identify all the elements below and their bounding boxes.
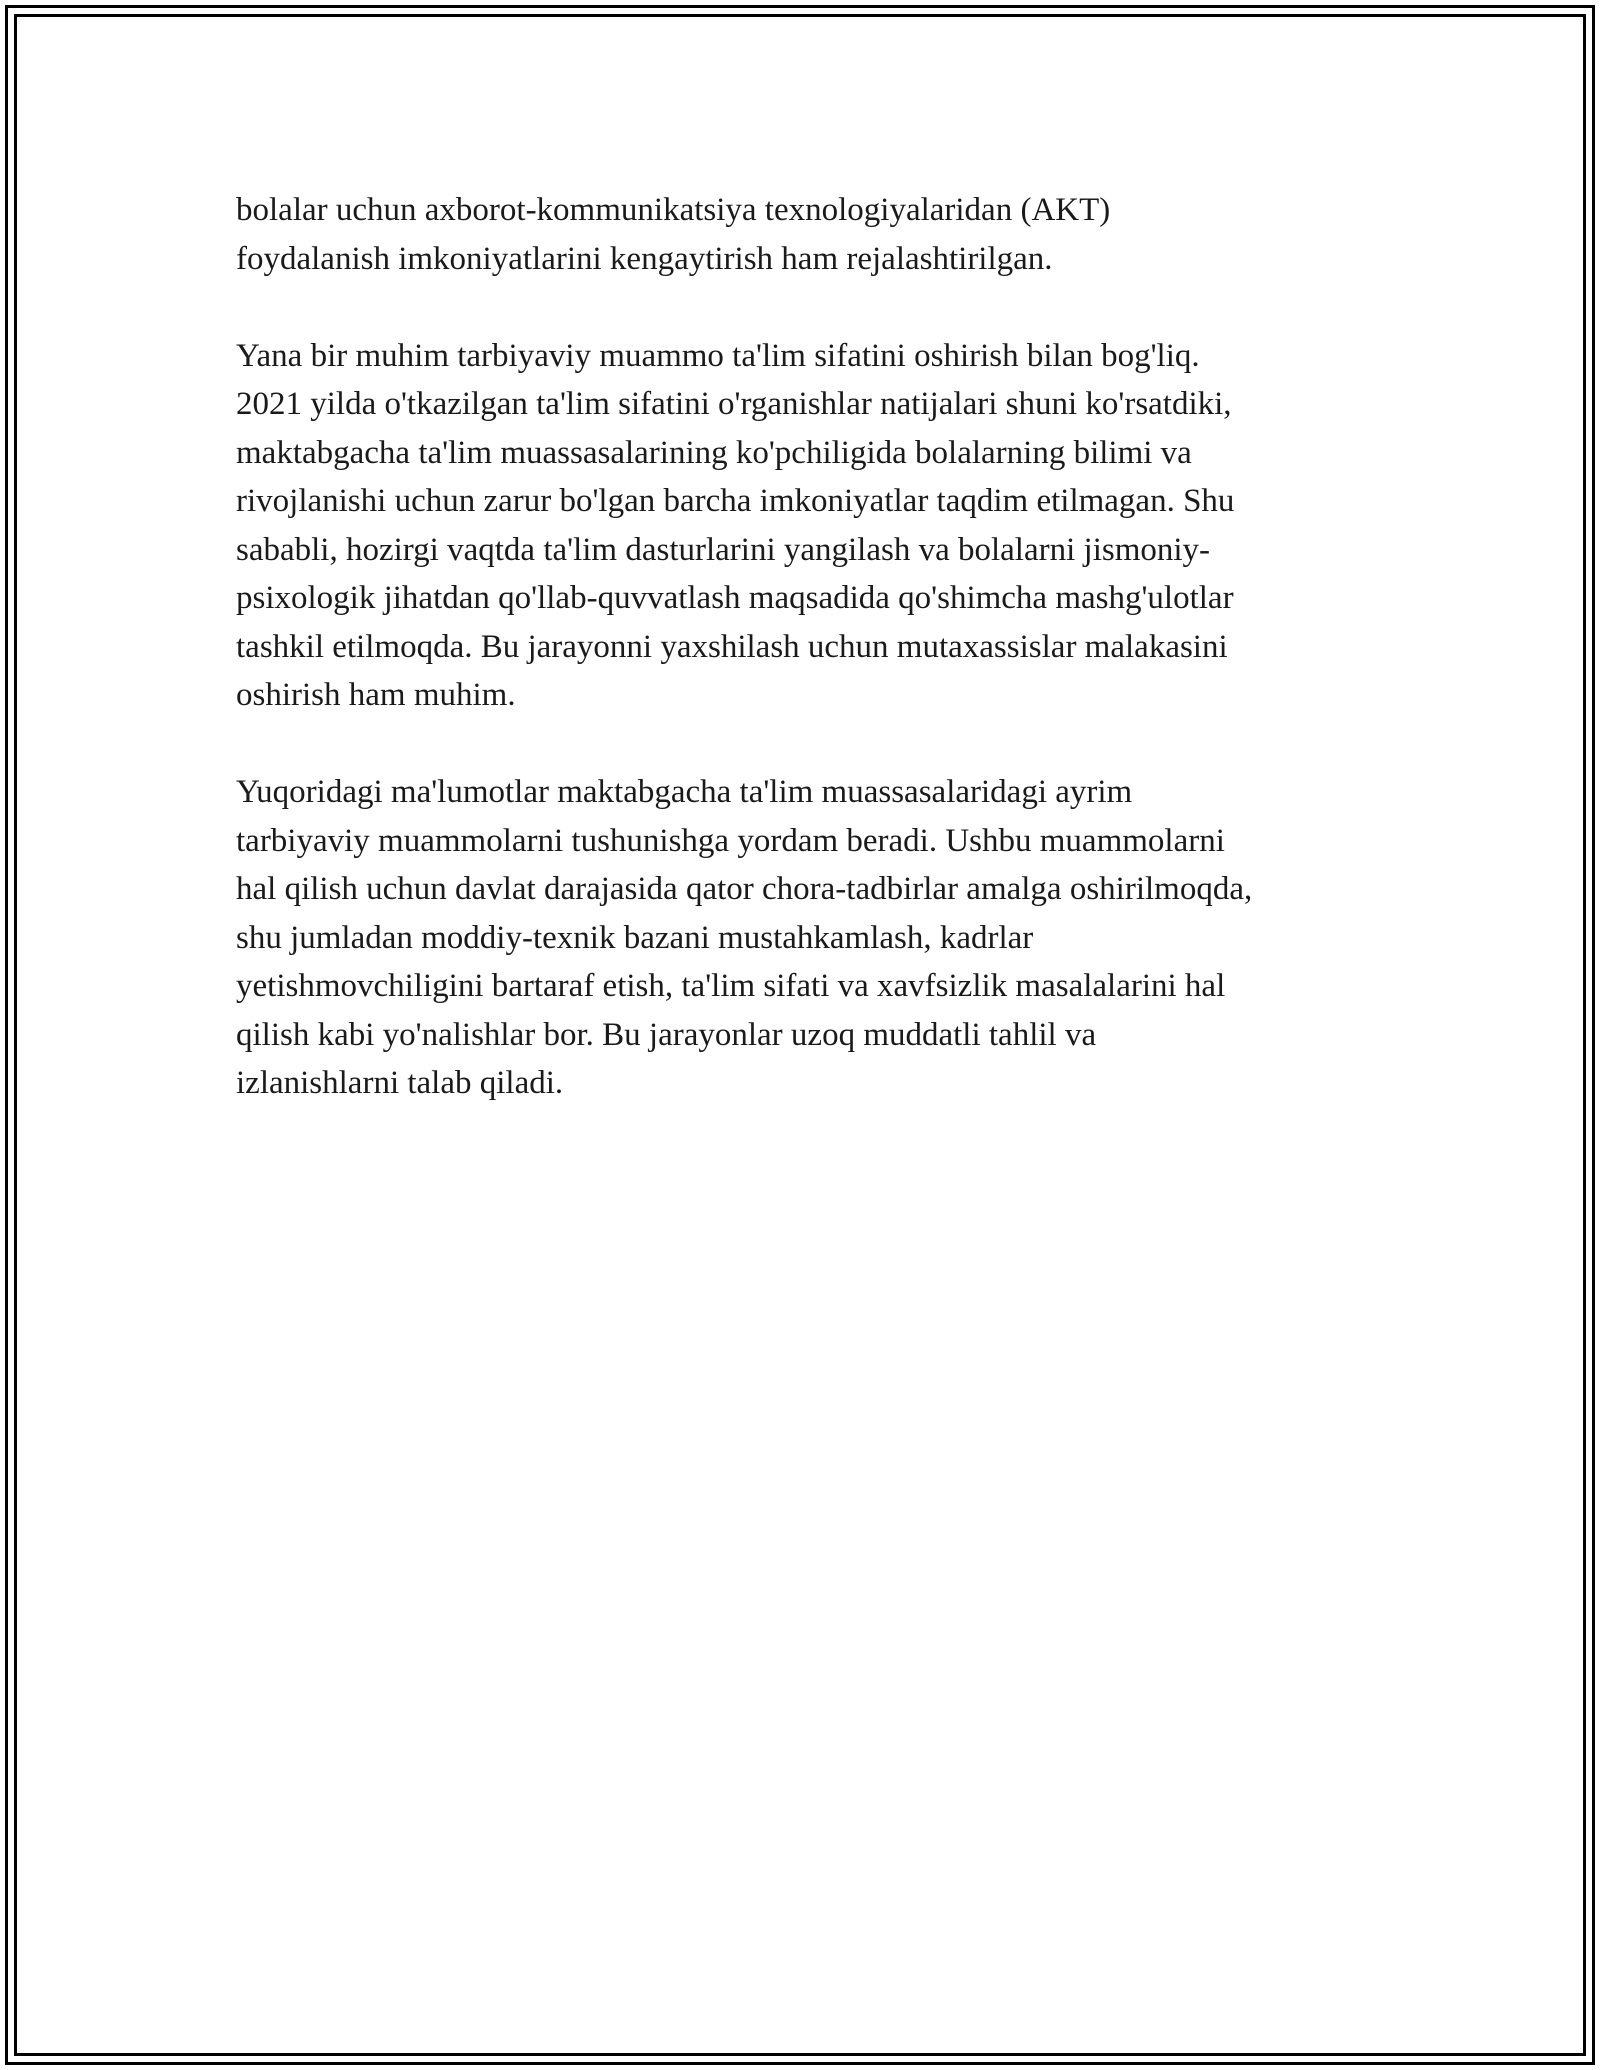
text-line: yetishmovchiligini bartaraf etish, ta'lim sifati va xavfsizlik masalalarini hal	[236, 968, 1226, 1004]
text-line: 2021 yilda o'tkazilgan ta'lim sifatini o'rganishlar natijalari shuni ko'rsatdiki,	[236, 386, 1232, 422]
text-line: psixologik jihatdan qo'llab-quvvatlash maqsadida qo'shimcha mashg'ulotlar	[236, 580, 1234, 616]
paragraph-3	[236, 768, 1386, 1108]
text-line: qilish kabi yo'nalishlar bor. Bu jarayonlar uzoq muddatli tahlil va	[236, 1016, 1097, 1053]
text-line: rivojlanishi uchun zarur bo'lgan barcha imkoniyatlar taqdim etilmagan. Shu	[236, 483, 1235, 519]
text-line: bolalar uchun axborot-kommunikatsiya texnologiyalaridan (AKT)	[236, 192, 1111, 228]
paragraph-2	[236, 332, 1386, 720]
text-line: tashkil etilmoqda. Bu jarayonni yaxshilash uchun mutaxassislar malakasini	[236, 628, 1228, 665]
text-line: oshirish ham muhim.	[236, 677, 516, 713]
text-line: foydalanish imkoniyatlarini kengaytirish ham rejalashtirilgan.	[236, 240, 1053, 277]
text-line: sababli, hozirgi vaqtda ta'lim dasturlarini yangilash va bolalarni jismoniy-	[236, 531, 1211, 568]
text-line: izlanishlarni talab qiladi.	[236, 1065, 564, 1101]
text-line: Yana bir muhim tarbiyaviy muammo ta'lim sifatini oshirish bilan bog'liq.	[236, 337, 1200, 374]
document-body	[236, 186, 1386, 1156]
text-line: tarbiyaviy muammolarni tushunishga yordam beradi. Ushbu muammolarni	[236, 822, 1225, 859]
text-line: shu jumladan moddiy-texnik bazani mustahkamlash, kadrlar	[236, 919, 1034, 956]
text-line: Yuqoridagi ma'lumotlar maktabgacha ta'lim muassasalaridagi ayrim	[236, 774, 1133, 810]
paragraph-1	[236, 186, 1386, 283]
text-line: hal qilish uchun davlat darajasida qator chora-tadbirlar amalga oshirilmoqda,	[236, 871, 1253, 907]
text-line: maktabgacha ta'lim muassasalarining ko'pchiligida bolalarning bilimi va	[236, 434, 1192, 471]
